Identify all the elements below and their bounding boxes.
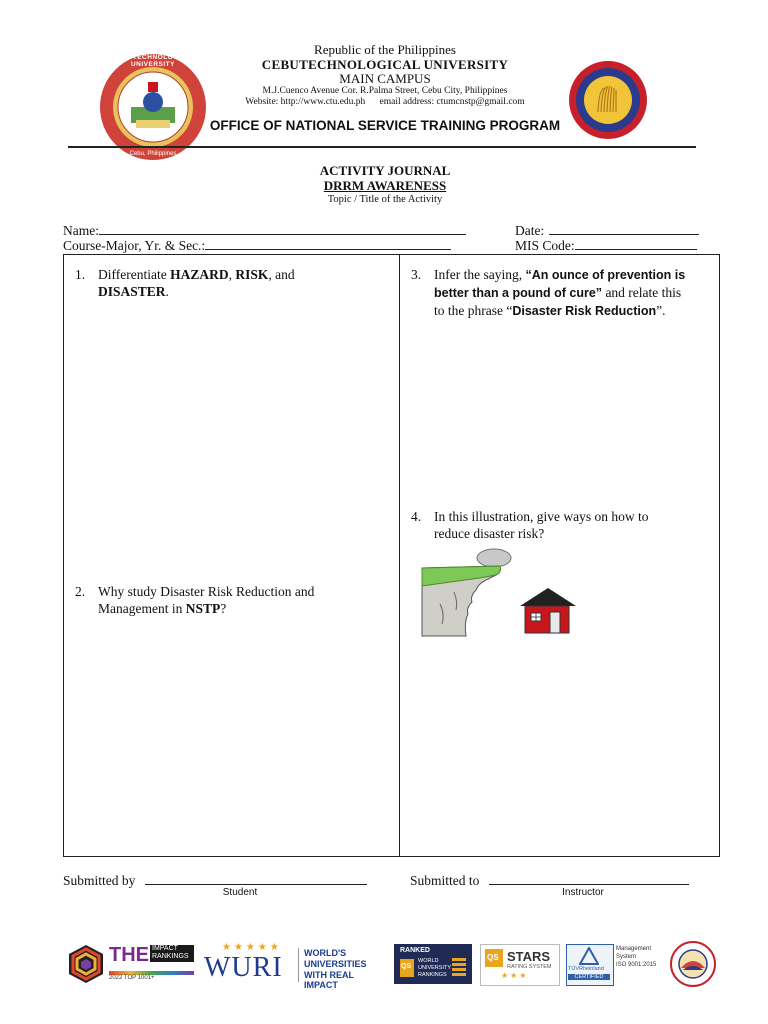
- q3-part: ”.: [656, 303, 666, 318]
- question-2: [75, 583, 385, 623]
- website-line: Website: http://www.ctu.edu.ph email address: ctumcnstp@gmail.com: [245, 97, 525, 107]
- q2-line: Management in: [98, 601, 186, 616]
- campus-name: MAIN CAMPUS: [339, 71, 431, 86]
- stars-text: STARS: [507, 949, 551, 964]
- q3-saying: better than a pound of cure”: [434, 286, 603, 300]
- the-impact-text: IMPACT: [152, 945, 178, 952]
- the-text: THE: [109, 944, 149, 966]
- submitted-by-label: Submitted by: [63, 873, 136, 888]
- question-number: 2.: [75, 584, 86, 599]
- tuv-triangle-icon: [579, 947, 599, 965]
- question-4-text: [434, 508, 714, 542]
- q1-part: Differentiate: [98, 267, 171, 282]
- header-divider: [68, 146, 696, 148]
- q1-part: , and: [268, 267, 295, 282]
- mis-label: MIS Code:: [515, 238, 575, 253]
- disaster-illustration: [420, 544, 580, 638]
- seal-text: CEBU TECHNOLOGICAL UNIVERSITY: [110, 54, 196, 68]
- the-rankings-text: RANKINGS: [152, 953, 189, 960]
- qs-stars-logo: [480, 944, 560, 986]
- tuv-text: TÜVRheinland: [568, 966, 604, 972]
- q4-line: reduce disaster risk?: [434, 526, 545, 541]
- q2-line: ?: [220, 601, 227, 616]
- q3-part: and relate this: [602, 285, 682, 300]
- q2-line: Why study Disaster Risk Reduction and: [98, 584, 315, 599]
- ranked-text: RANKED: [400, 947, 430, 954]
- course-label: Course-Major, Yr. & Sec.:: [63, 238, 206, 253]
- wuri-line-1: WORLD'S: [304, 948, 347, 958]
- q3-part: Infer the saying,: [434, 267, 526, 282]
- question-3-text: [434, 266, 714, 320]
- mis-line[interactable]: [575, 237, 697, 250]
- name-label: Name:: [63, 223, 99, 238]
- activity-subject: DRRM AWARENESS: [323, 178, 447, 193]
- wuri-line-2: UNIVERSITIES: [304, 959, 367, 969]
- wuri-stars: ★★★★★: [222, 942, 282, 953]
- q3-saying: “An ounce of prevention is: [525, 268, 686, 282]
- asean-logo: [568, 60, 648, 140]
- qs-rank-3: RANKINGS: [418, 972, 447, 978]
- stars-sub-text: RATING SYSTEM: [507, 964, 552, 970]
- question-1: [75, 266, 385, 306]
- the-impact-logo: [66, 944, 194, 984]
- question-number: 3.: [411, 267, 422, 282]
- q4-line: In this illustration, give ways on how to: [434, 509, 649, 524]
- university-name: CEBUTECHNOLOGICAL UNIVERSITY: [261, 57, 509, 72]
- hexagon-icon: [66, 944, 106, 984]
- course-line[interactable]: [205, 237, 451, 250]
- qs-stars-badge-text: QS: [487, 953, 499, 962]
- q3-part: to the phrase “: [434, 303, 513, 318]
- office-name: OFFICE OF NATIONAL SERVICE TRAINING PROGRAM: [209, 118, 561, 133]
- qs-ranked-logo: [394, 944, 472, 984]
- address-line: M.J.Cuenco Avenue Cor. R.Palma Street, Cebu City, Philippines: [262, 86, 508, 96]
- mgmt-line-1: Management: [616, 946, 652, 952]
- q2-nstp: NSTP: [185, 601, 221, 616]
- question-number: 1.: [75, 267, 86, 282]
- mgmt-line-3: ISO 9001:2015: [616, 962, 657, 968]
- topic-caption: Topic / Title of the Activity: [327, 194, 443, 205]
- wuri-logo: [204, 942, 386, 990]
- q1-disaster: DISASTER: [98, 284, 166, 299]
- wuri-text: WURI: [204, 952, 283, 983]
- house-icon: [520, 588, 576, 633]
- qs-rank-1: WORLD: [418, 958, 439, 964]
- wuri-divider: [298, 948, 299, 982]
- seal-subtext: Cebu, Philippines: [129, 151, 177, 157]
- student-signature-line[interactable]: [145, 872, 367, 885]
- question-3: [411, 266, 711, 322]
- question-4: [411, 508, 711, 548]
- qs-badge-text: QS: [401, 963, 412, 970]
- the-year-text: 2022 TOP 1001+: [109, 975, 155, 981]
- question-1-text: [98, 266, 378, 300]
- date-line[interactable]: [549, 222, 699, 235]
- q3-drr: Disaster Risk Reduction: [512, 304, 657, 318]
- date-label: Date:: [515, 223, 545, 238]
- boulder-icon: [477, 549, 511, 567]
- qs-rank-2: UNIVERSITY: [418, 965, 452, 971]
- course-field[interactable]: [63, 237, 451, 254]
- q1-hazard: HAZARD: [170, 267, 229, 282]
- certified-text: CERTIFIED: [568, 974, 610, 980]
- tuv-logo: [566, 944, 662, 984]
- stars-rating: ★★★: [501, 971, 529, 980]
- mgmt-line-2: System: [616, 954, 637, 960]
- q1-risk: RISK: [235, 267, 269, 282]
- instructor-signature-line[interactable]: [489, 872, 689, 885]
- student-label: Student: [222, 887, 258, 898]
- quality-seal-logo: [668, 940, 718, 988]
- name-line[interactable]: [99, 222, 466, 235]
- wuri-line-3: WITH REAL IMPACT: [304, 970, 354, 990]
- question-number: 4.: [411, 509, 422, 524]
- q1-part: ,: [228, 267, 236, 282]
- quality-seal-icon: [668, 940, 718, 988]
- mis-field[interactable]: [515, 237, 697, 254]
- asean-emblem-icon: [568, 60, 648, 140]
- q1-part: .: [165, 284, 169, 299]
- question-2-text: [98, 583, 388, 617]
- republic-line: Republic of the Philippines: [314, 42, 456, 57]
- journal-title: ACTIVITY JOURNAL: [319, 163, 451, 178]
- answer-box-left[interactable]: [63, 254, 400, 857]
- instructor-label: Instructor: [562, 887, 604, 898]
- qs-rank-bars: [452, 958, 466, 978]
- submitted-to-label: Submitted to: [410, 873, 480, 888]
